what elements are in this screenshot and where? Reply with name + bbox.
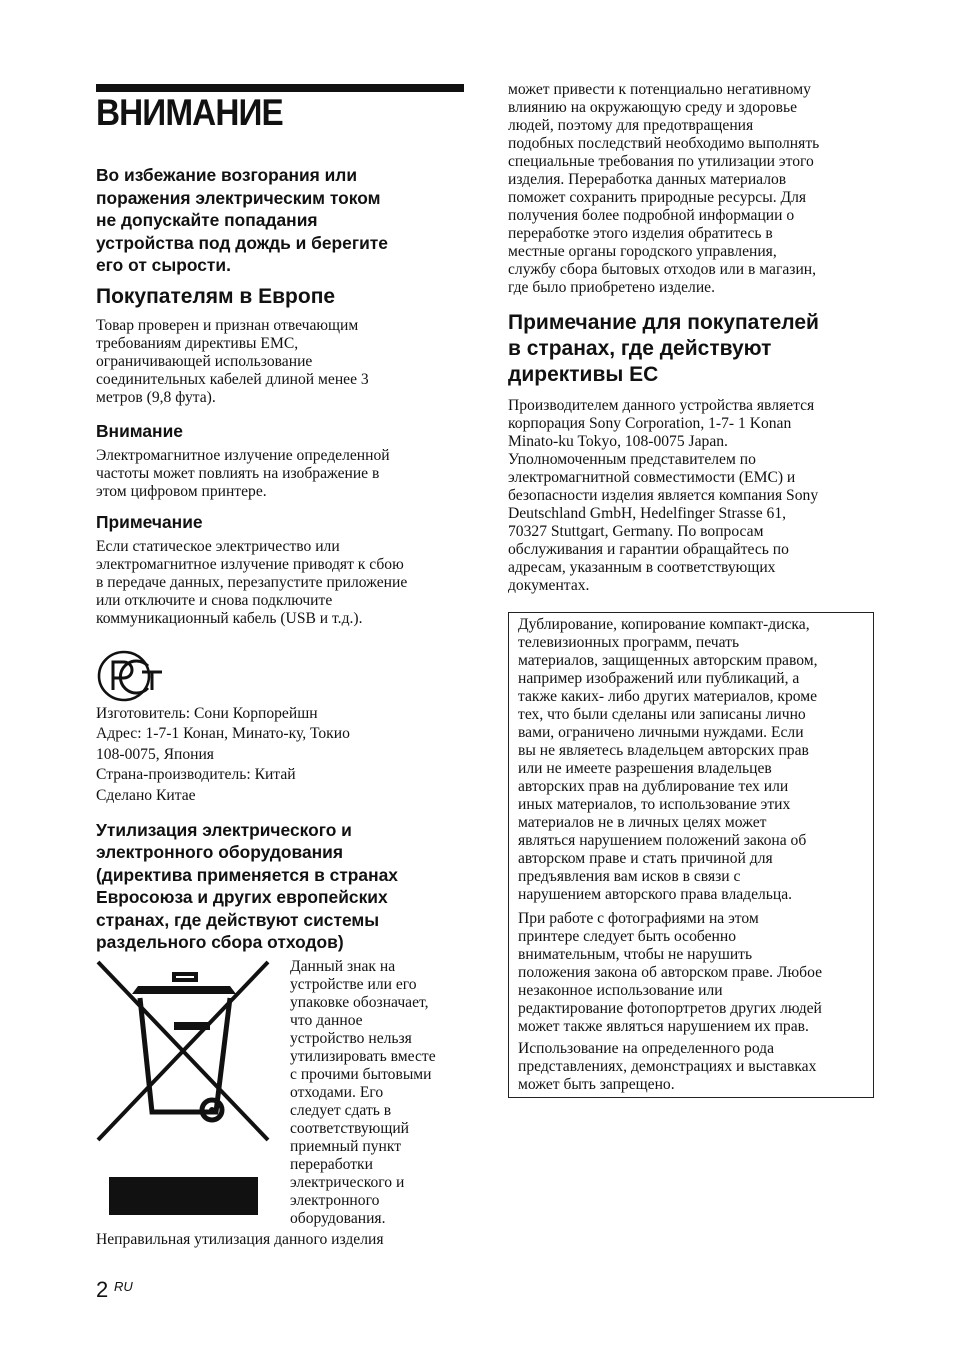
text-line: Использование на определенного рода xyxy=(518,1040,775,1057)
text-line: например изображений или публикаций, а xyxy=(518,670,800,687)
text-line: в передаче данных, перезапустите приложение xyxy=(96,574,408,591)
text-line: Адрес: 1-7-1 Конан, Минато-ку, Токио xyxy=(96,725,350,743)
note-body xyxy=(96,538,464,628)
text-line: поражения электрическим током xyxy=(96,187,381,208)
text-line: 70327 Stuttgart, Germany. По вопросам xyxy=(508,523,764,540)
text-line: или отключите и снова подключите xyxy=(96,592,333,609)
disposal-continued xyxy=(508,81,880,297)
text-line: устройстве или его xyxy=(290,976,417,993)
text-line: предъявления вам исков в связи с xyxy=(518,868,741,885)
text-line: Сделано Китае xyxy=(96,786,196,804)
fire-shock-warning xyxy=(96,164,464,277)
text-line: ограничивающей использование xyxy=(96,353,313,370)
title-rule xyxy=(96,84,464,92)
text-line: также каких- либо других материалов, кроме xyxy=(518,688,818,705)
manufacturer-info xyxy=(96,704,464,806)
text-line: в странах, где действуют xyxy=(508,337,772,360)
text-line: телевизионных программ, печать xyxy=(518,634,740,651)
text-line: вами, ограничено личными нуждами. Если xyxy=(518,724,804,741)
text-line: требованиям директивы EMC, xyxy=(96,335,299,352)
text-line: нарушением авторского права владельца. xyxy=(518,886,793,903)
note-heading: Примечание xyxy=(96,512,203,532)
text-line: где было приобретено изделие. xyxy=(508,279,715,296)
text-line: внимательным, чтобы не нарушить xyxy=(518,946,753,963)
disposal-heading xyxy=(96,819,476,953)
text-line: (директива применяется в странах xyxy=(96,864,398,885)
text-line: специальные требования по утилизации этого xyxy=(508,153,814,170)
text-line: частоты может повлиять на изображение в xyxy=(96,465,380,482)
crossed-out-wheeled-bin-icon xyxy=(96,960,272,1146)
text-line: тех, что были сделаны или записаны лично xyxy=(518,706,806,723)
text-line: электромагнитное излучение приводят к сбою xyxy=(96,556,404,573)
text-line: его от сырости. xyxy=(96,255,231,276)
text-line: этом цифровом принтере. xyxy=(96,483,267,500)
text-line: оборудования. xyxy=(290,1210,386,1227)
weee-black-bar xyxy=(109,1177,258,1215)
text-line: Евросоюза и других европейских xyxy=(96,887,388,908)
page-language-code: RU xyxy=(114,1279,133,1294)
pct-certification-mark-icon xyxy=(96,650,168,702)
text-line: При работе с фотографиями на этом xyxy=(518,910,759,927)
disposal-side-text xyxy=(290,958,466,1228)
text-line: директивы ЕС xyxy=(508,363,659,386)
text-line: Производителем данного устройства является xyxy=(508,397,815,414)
text-line: подобных последствий необходимо выполнять xyxy=(508,135,820,152)
copyright-note-box xyxy=(508,612,874,1098)
text-line: 108-0075, Япония xyxy=(96,745,214,763)
text-line: Утилизация электрического и xyxy=(96,820,352,840)
text-line: корпорация Sony Corporation, 1-7- 1 Konan xyxy=(508,415,792,432)
text-line: Deutschland GmbH, Hedelfinger Strasse 61, xyxy=(508,505,787,522)
text-line: местные органы городского управления, xyxy=(508,243,777,260)
text-line: соответствующий xyxy=(290,1120,410,1137)
text-line: получения более подробной информации о xyxy=(508,207,795,224)
disposal-bottom-line: Неправильная утилизация данного изделия xyxy=(96,1231,384,1248)
text-line: иных материалов, то использование этих xyxy=(518,796,791,813)
text-line: устройства под дождь и берегите xyxy=(96,232,388,253)
text-line: адресам, указанным в соответствующих xyxy=(508,559,776,576)
ec-body xyxy=(508,397,880,595)
text-line: приемный пункт xyxy=(290,1138,402,1155)
text-line: электромагнитной совместимости (EMC) и xyxy=(508,469,796,486)
text-line: являться нарушением положений закона об xyxy=(518,832,807,849)
text-line: следует сдать в xyxy=(290,1102,392,1119)
text-line: может быть запрещено. xyxy=(518,1076,675,1093)
text-line: с прочими бытовыми xyxy=(290,1066,432,1083)
text-line: редактирование фотопортретов других людей xyxy=(518,1000,822,1017)
text-line: электрического и xyxy=(290,1174,405,1191)
text-line: коммуникационный кабель (USB и т.д.). xyxy=(96,610,363,627)
text-line: Уполномоченным представителем по xyxy=(508,451,756,468)
text-line: переработке этого изделия обратитесь в xyxy=(508,225,773,242)
text-line: вы не являетесь владельцем авторских прав xyxy=(518,742,809,759)
attention-heading: Внимание xyxy=(96,421,183,441)
attention-body xyxy=(96,447,464,501)
text-line: Во избежание возгорания или xyxy=(96,165,358,185)
text-line: утилизировать вместе xyxy=(290,1048,436,1065)
text-line: электронного оборудования xyxy=(96,842,343,863)
text-line: странах, где действуют системы xyxy=(96,909,380,930)
text-line: Страна-производитель: Китай xyxy=(96,766,296,784)
text-line: может также являться нарушением их прав. xyxy=(518,1018,809,1035)
page-title: ВНИМАНИЕ xyxy=(96,92,283,133)
text-line: не допускайте попадания xyxy=(96,210,318,231)
text-line: авторских прав на дублирование тех или xyxy=(518,778,789,795)
copyright-paragraph xyxy=(518,616,870,904)
text-line: раздельного сбора отходов) xyxy=(96,932,344,953)
text-line: обслуживания и гарантии обращайтесь по xyxy=(508,541,789,558)
text-line: принтере следует быть особенно xyxy=(518,928,737,945)
text-line: переработки xyxy=(290,1156,373,1173)
text-line: соединительных кабелей длиной менее 3 xyxy=(96,371,369,388)
text-line: электронного xyxy=(290,1192,380,1209)
text-line: изделия. Переработка данных материалов xyxy=(508,171,787,188)
text-line: материалов, защищенных авторским правом, xyxy=(518,652,818,669)
text-line: Товар проверен и признан отвечающим xyxy=(96,317,359,334)
exhibition-paragraph xyxy=(518,1040,870,1094)
page-number: 2 xyxy=(96,1277,109,1302)
text-line: материалов не в личных целях может xyxy=(518,814,767,831)
text-line: упаковке обозначает, xyxy=(290,994,429,1011)
ec-heading xyxy=(508,310,880,388)
text-line: Minato-ku Tokyo, 108-0075 Japan. xyxy=(508,433,728,450)
text-line: документах. xyxy=(508,577,590,594)
europe-heading: Покупателям в Европе xyxy=(96,285,336,308)
photo-rights-paragraph xyxy=(518,910,870,1036)
text-line: Электромагнитное излучение определенной xyxy=(96,447,390,464)
text-line: Примечание для покупателей xyxy=(508,311,819,334)
text-line: Если статическое электричество или xyxy=(96,538,340,555)
text-line: незаконное использование или xyxy=(518,982,723,999)
text-line: авторском праве и стать причиной для xyxy=(518,850,773,867)
text-line: или не имеете разрешения владельцев xyxy=(518,760,772,777)
text-line: может привести к потенциально негативному xyxy=(508,81,811,98)
text-line: безопасности изделия является компания Sony xyxy=(508,487,819,504)
text-line: Дублирование, копирование компакт-диска, xyxy=(518,616,810,633)
text-line: Изготовитель: Сони Корпорейшн xyxy=(96,705,318,722)
text-line: метров (9,8 фута). xyxy=(96,389,216,406)
text-line: людей, поэтому для предотвращения xyxy=(508,117,754,134)
text-line: поможет сохранить природные ресурсы. Для xyxy=(508,189,807,206)
text-line: влиянию на окружающую среду и здоровье xyxy=(508,99,798,116)
text-line: службу сбора бытовых отходов или в магазин, xyxy=(508,261,817,278)
text-line: представлениях, демонстрациях и выставках xyxy=(518,1058,817,1075)
text-line: что данное xyxy=(290,1012,363,1029)
text-line: отходами. Его xyxy=(290,1084,384,1101)
text-line: устройство нельзя xyxy=(290,1030,412,1047)
text-line: Данный знак на xyxy=(290,958,396,975)
text-line: положения закона об авторском праве. Любое xyxy=(518,964,823,981)
europe-body xyxy=(96,317,464,407)
